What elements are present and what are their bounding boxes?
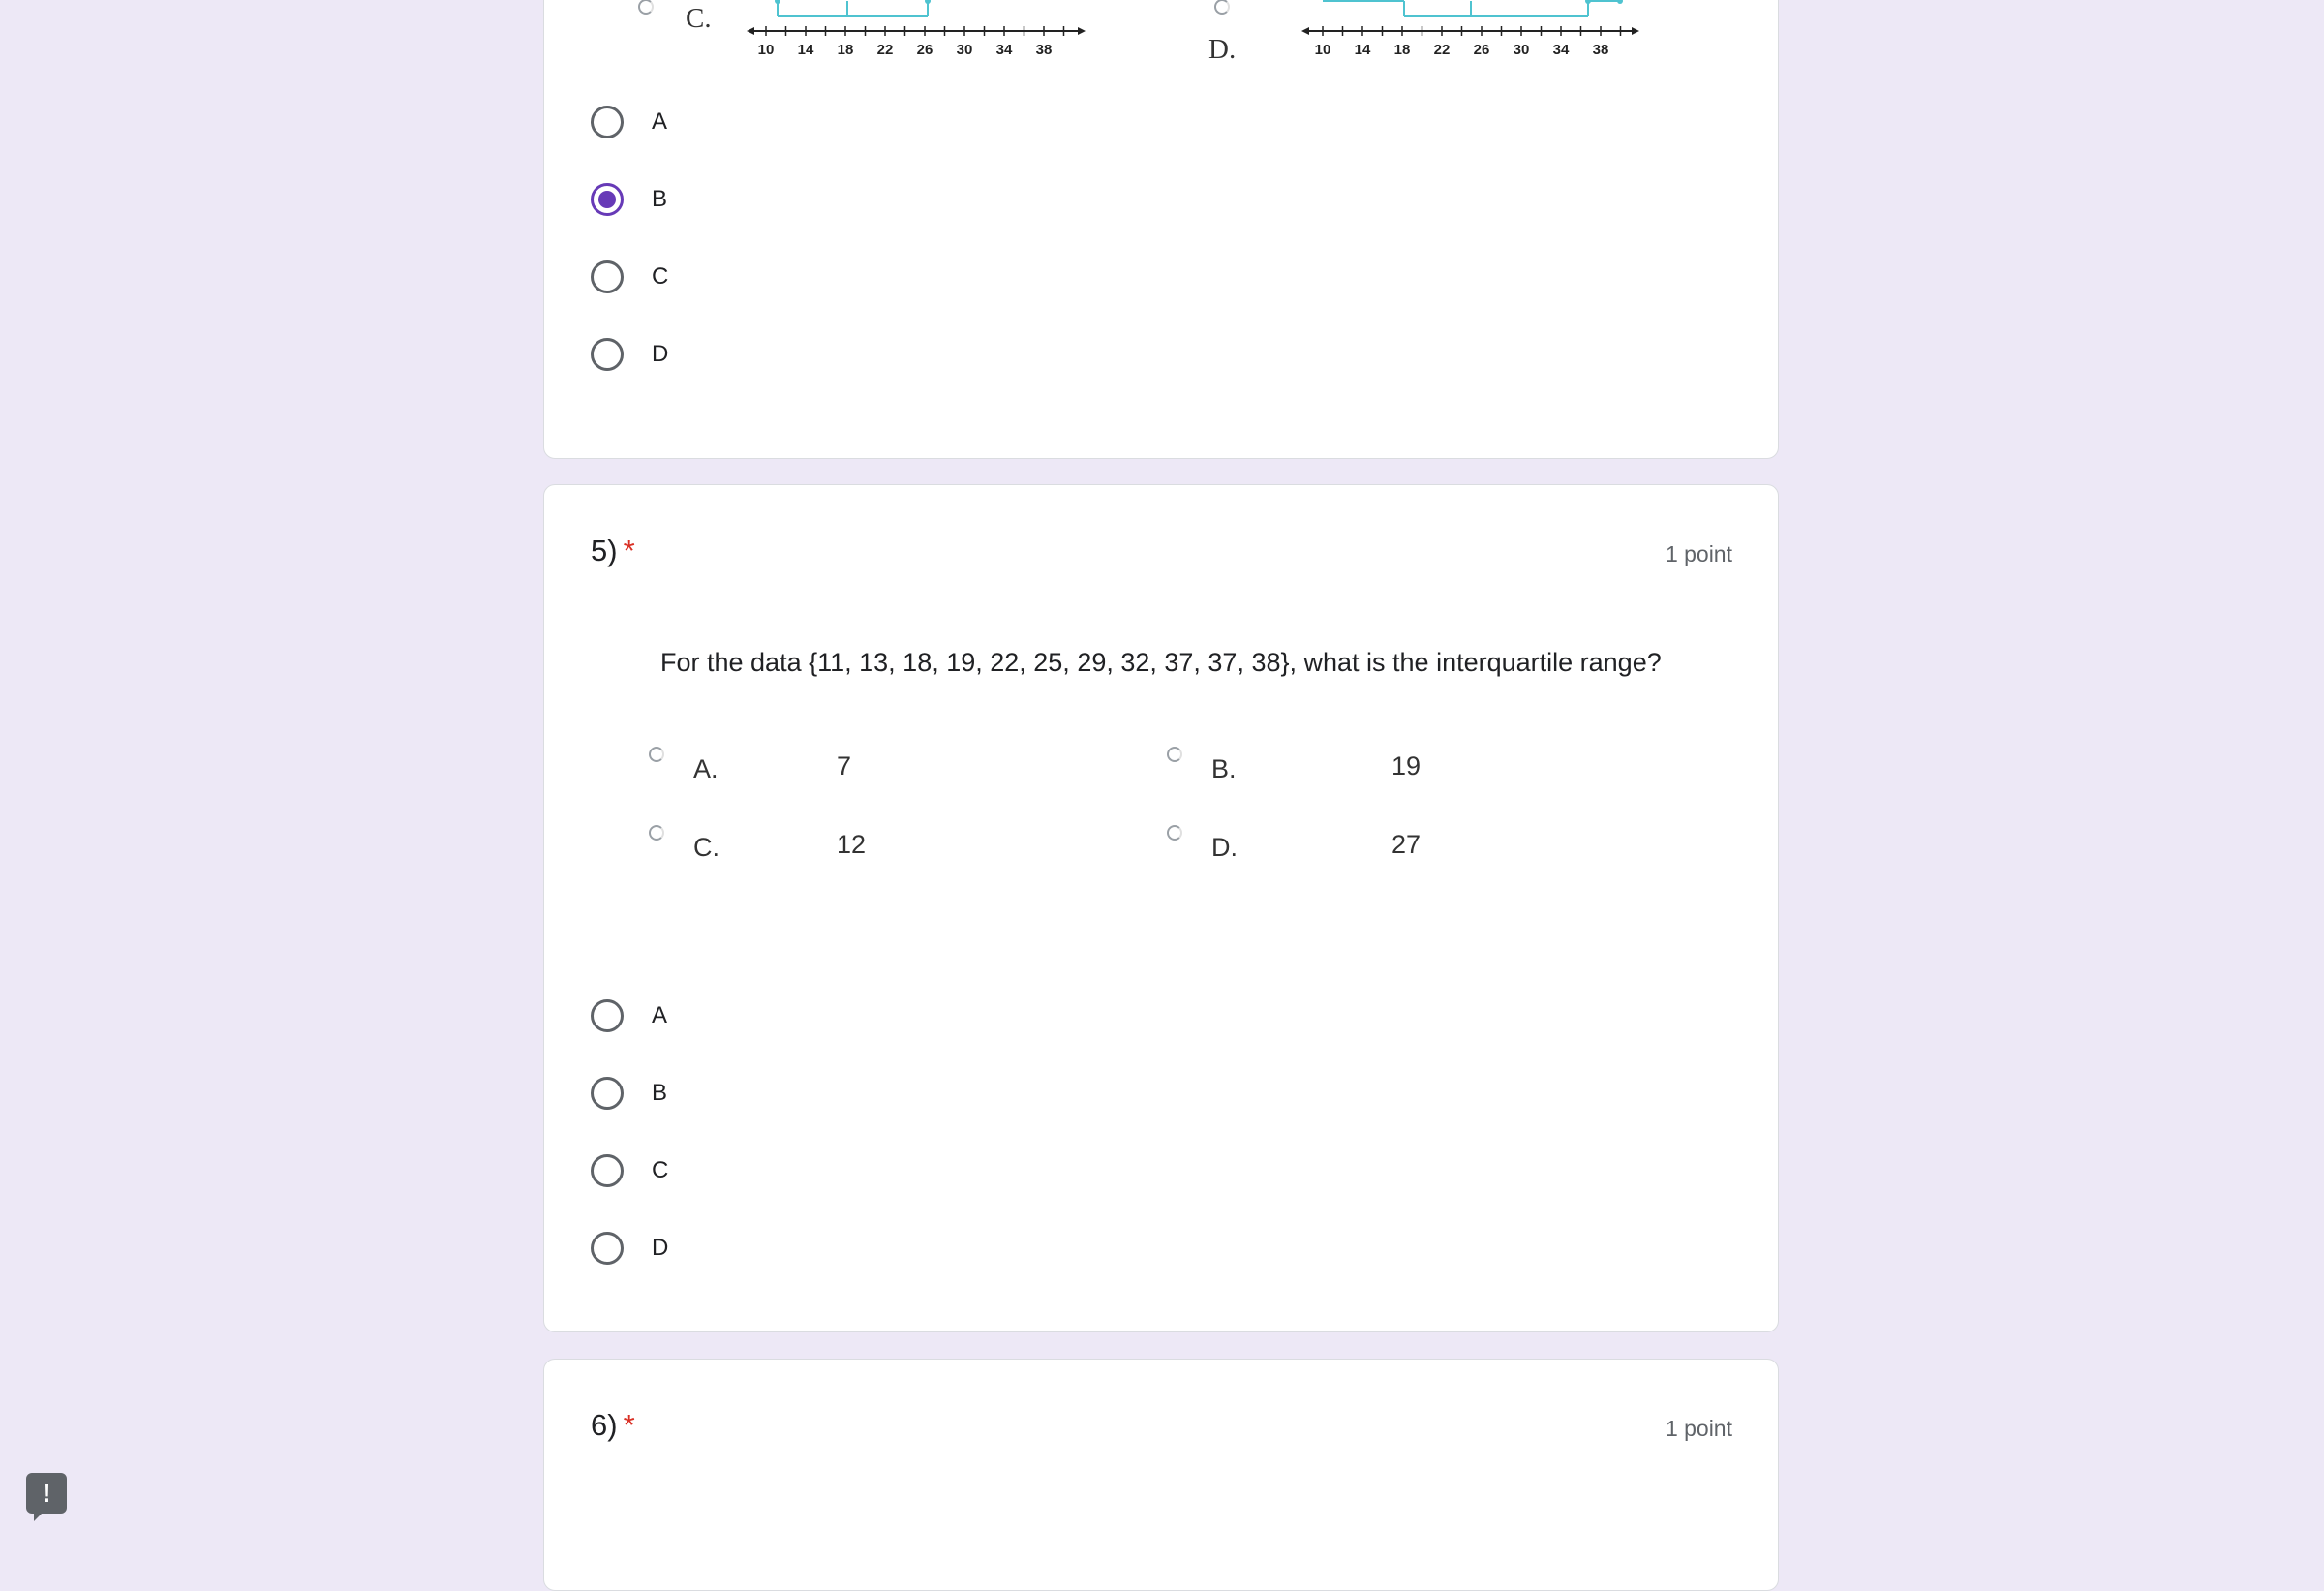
option-label: A <box>652 1002 668 1028</box>
radio-button[interactable] <box>591 338 624 371</box>
radio-button[interactable] <box>591 999 624 1032</box>
radio-dot <box>598 191 616 208</box>
axis-c-tick-label: 22 <box>876 42 894 58</box>
image-choice-value: 27 <box>1391 830 1422 859</box>
option-label: D <box>652 341 669 367</box>
question-points: 1 point <box>1665 1416 1732 1441</box>
question-4-image <box>544 0 1780 98</box>
image-radio-a <box>649 747 664 762</box>
image-choice-c-label: C. <box>686 3 712 34</box>
axis-d-tick-label: 18 <box>1393 42 1411 58</box>
q4-option-a[interactable] <box>591 93 667 151</box>
q4-option-c[interactable] <box>591 248 668 306</box>
image-radio-b <box>1167 747 1182 762</box>
question-points: 1 point <box>1665 541 1732 566</box>
q5-option-b[interactable] <box>591 1064 667 1122</box>
axis-d-tick-label: 38 <box>1592 42 1609 58</box>
option-label: C <box>652 263 669 290</box>
axis-d-tick-label: 26 <box>1473 42 1490 58</box>
axis-d-tick-label: 10 <box>1314 42 1331 58</box>
axis-d-tick-label: 22 <box>1433 42 1451 58</box>
question-number: 6) <box>591 1408 618 1442</box>
radio-button[interactable] <box>591 1232 624 1265</box>
image-choice-letter: B. <box>1211 754 1237 783</box>
question-6-card <box>543 1359 1779 1591</box>
question-number: 5) <box>591 534 618 567</box>
question-5-card <box>543 484 1779 1332</box>
radio-button[interactable] <box>591 1154 624 1187</box>
question-prompt: For the data {11, 13, 18, 19, 22, 25, 29, 32, 37, 37, 38}, what is the interquartile range? <box>660 648 1662 677</box>
radio-button[interactable] <box>591 106 624 138</box>
option-label: B <box>652 1080 668 1106</box>
axis-d-tick-label: 14 <box>1354 42 1371 58</box>
option-label: D <box>652 1235 669 1261</box>
option-label: B <box>652 186 668 212</box>
radio-button[interactable] <box>591 1077 624 1110</box>
option-label: C <box>652 1157 669 1183</box>
axis-c-tick-label: 10 <box>757 42 775 58</box>
image-choice-letter: D. <box>1211 833 1238 862</box>
radio-button[interactable] <box>591 260 624 293</box>
image-choice-d-label: D. <box>1208 34 1237 65</box>
image-radio-c <box>649 825 664 841</box>
axis-c-tick-label: 14 <box>797 42 814 58</box>
question-5-image <box>544 485 1780 892</box>
image-choice-value: 7 <box>837 751 852 780</box>
q5-option-d[interactable] <box>591 1219 668 1277</box>
axis-d-tick-label: 34 <box>1552 42 1570 58</box>
required-marker: * <box>623 534 635 567</box>
image-radio-d <box>1167 825 1182 841</box>
axis-c-tick-label: 18 <box>837 42 854 58</box>
axis-c-tick-label: 34 <box>995 42 1013 58</box>
image-choice-letter: A. <box>693 754 719 783</box>
q5-option-c[interactable] <box>591 1142 668 1200</box>
radio-button-selected[interactable] <box>591 183 624 216</box>
axis-c-tick-label: 26 <box>916 42 933 58</box>
question-4-card <box>543 0 1779 459</box>
option-label: A <box>652 108 668 135</box>
required-marker: * <box>623 1408 635 1442</box>
image-choice-value: 12 <box>837 830 867 859</box>
axis-d-tick-label: 30 <box>1513 42 1530 58</box>
q5-option-a[interactable] <box>591 987 667 1045</box>
axis-c-tick-label: 30 <box>956 42 973 58</box>
q4-option-b[interactable] <box>591 170 667 229</box>
image-choice-letter: C. <box>693 833 719 862</box>
axis-c-tick-label: 38 <box>1035 42 1053 58</box>
image-choice-value: 19 <box>1391 751 1422 780</box>
question-title <box>591 1408 635 1443</box>
q4-option-d[interactable] <box>591 325 668 383</box>
report-problem-icon[interactable]: ! <box>26 1473 67 1514</box>
